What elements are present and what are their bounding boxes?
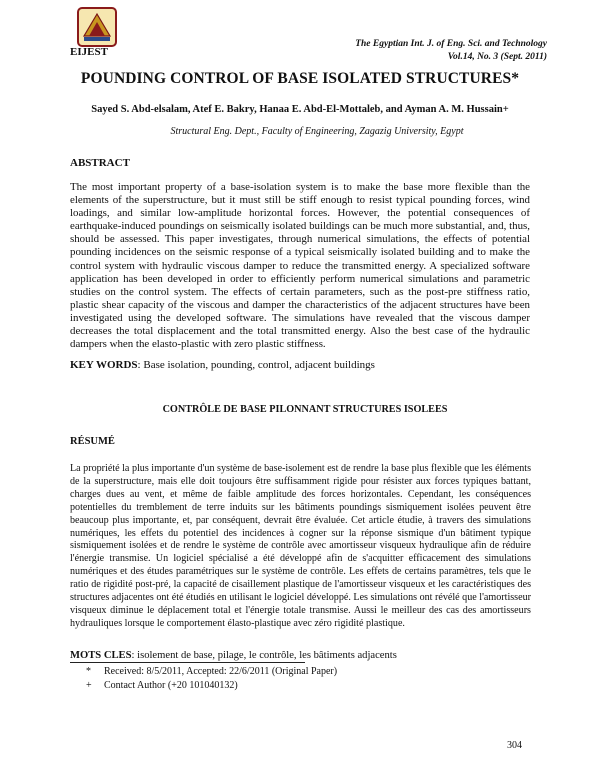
footnote-text: Contact Author (+20 101040132)	[104, 680, 238, 691]
page-number: 304	[507, 740, 522, 751]
journal-name: The Egyptian Int. J. of Eng. Sci. and Technology	[355, 39, 547, 49]
abstract-body: The most important property of a base-isolation system is to make the base more flexible than the elements of the superstructure, but it must still be stiff enough to resist typical pounding forces, wind loadings, and similar low-amplitude horizontal forces. However, the potential consequences of earthquake-induced poundings on seismically isolated buildings can be much more substantial, and, thus, should be assessed. This paper investigates, through numerical simulations, the effects of potential pounding incidences on the seismic response of a typical seismically isolated building and to make the control system with hydraulic viscous damper to reduce the transmitted energy. A specialized software application has been developed in order to efficiently perform numerical simulations and parametric studies on the control system. The effects of certain parameters, such as the post-pre stiffness ratio, plastic shear capacity of the viscous and damper the characteristics of the adjacent structures have been investigated using the developed software. The simulations have revealed that the viscous damper decreases the total displacement and the total transmitted energy. Also the best case of the hydraulic dampers when the elasto-plastic with zero plastic stiffness.	[70, 181, 530, 351]
resume-body: La propriété la plus importante d'un système de base-isolement est de rendre la base plus flexible que les éléments de la superstructure, mais elle doit toujours être suffisamment rigide pour résister aux forces typiques battant, charges dues au vent, et même de faible amplitude des forces horizontales. Cependant, les conséquences potentielles du tremblement de terre induits sur les bâtiments poundings sismiquement isolées peuvent être beaucoup plus importante, et, par conséquent, devrait être évaluée. Cet article étudie, à travers des simulations numériques, les effets du potentiel des incidences à cogner sur la réponse sismique d'un bâtiment typique sismiquement isolées et de rendre le système de contrôle avec amortisseur visqueux hydraulique afin de réduire l'énergie transmise. Un logiciel spécialisé a été développé afin de s'acquitter efficacement des simulations numériques et des études paramétriques sur le système de contrôle. Les effets de certains paramètres, tels que le ratio de rigidité post-pré, la capacité de cisaillement plastique de l'amortisseur visqueux et les caractéristiques des structures adjacentes ont été étudiés en utilisant le logiciel développé. Les simulations ont révélé que l'amortisseur visqueux diminue le déplacement total et l'énergie totale transmise. Aussi le meilleur des cas des amortisseurs hydrauliques lorsque le comportement élasto-plastique avec zéro rigidité plastique.	[70, 463, 531, 629]
footnote-text: Received: 8/5/2011, Accepted: 22/6/2011 (Original Paper)	[104, 666, 338, 677]
resume-heading: RÉSUMÉ	[70, 436, 115, 447]
french-title: CONTRÔLE DE BASE PILONNANT STRUCTURES ISOLEES	[162, 404, 448, 415]
abstract-heading: ABSTRACT	[70, 157, 130, 169]
mots-cles-label: MOTS CLES	[70, 650, 132, 661]
footnote-received	[86, 666, 337, 677]
university-logo-icon	[76, 6, 118, 48]
mots-cles-text: : isolement de base, pilage, le contrôle, les bâtiments adjacents	[131, 650, 397, 661]
journal-volume: Vol.14, No. 3 (Sept. 2011)	[447, 52, 547, 62]
journal-abbreviation: EIJEST	[70, 46, 108, 58]
keywords	[70, 359, 375, 371]
keywords-label: KEY WORDS	[70, 359, 138, 371]
footnote-mark: +	[86, 680, 92, 691]
footnote-contact	[86, 680, 238, 691]
journal-info	[355, 38, 547, 64]
keywords-text: : Base isolation, pounding, control, adjacent buildings	[137, 359, 375, 371]
paper-authors: Sayed S. Abd-elsalam, Atef E. Bakry, Hanaa E. Abd-El-Mottaleb, and Ayman A. M. Hussain+	[91, 104, 509, 115]
paper-title: POUNDING CONTROL OF BASE ISOLATED STRUCTURES*	[80, 70, 520, 87]
footnote-divider	[70, 662, 305, 663]
mots-cles	[70, 650, 397, 661]
paper-affiliation: Structural Eng. Dept., Faculty of Engineering, Zagazig University, Egypt	[170, 126, 464, 137]
footnote-mark: *	[86, 666, 91, 677]
